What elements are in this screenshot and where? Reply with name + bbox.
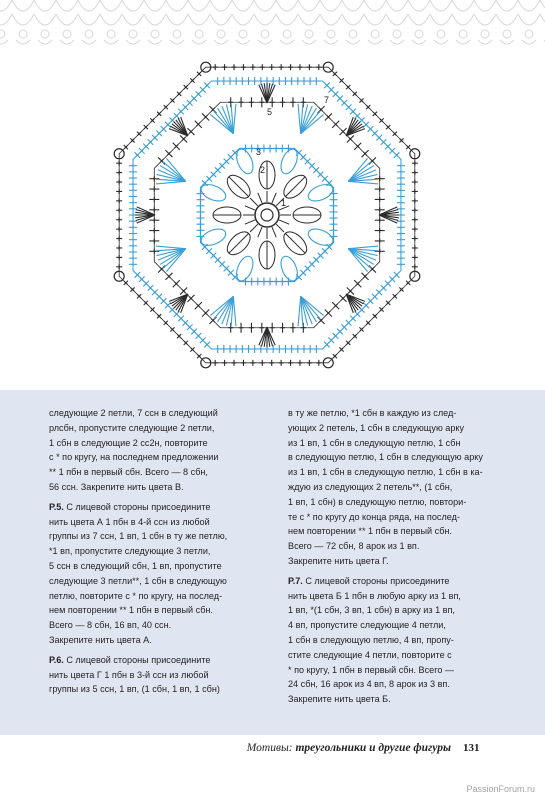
round-6-label: Р.6.	[49, 654, 64, 665]
instructions-panel	[0, 390, 545, 735]
magic-ring	[261, 209, 273, 221]
round-label-7: 7	[324, 95, 330, 105]
paragraph-round7: Р.7. С лицевой стороны присоедините нить цвета Б 1 пбн в любую арку из 1 вп, 1 вп, *(1 сбн, 3 вп, 1 сбн) в арку из 1 вп, 4 вп, пропустите следующие 4 петли, 1 сбн в следующую петлю, 4 вп, пропу- стите следующие 4 петли, повторите с * по кругу, 1 пбн в первый сбн. Всего — 24 сбн, 16 арок из 4 вп, 8 арок из 3 вп. Закрепите нить цвета Б.	[288, 575, 461, 705]
round-5-outline	[154, 102, 379, 327]
round-5-fans	[135, 83, 399, 347]
round-label-3: 3	[256, 147, 262, 157]
round-6-stitches	[129, 77, 405, 353]
crochet-chart-diagram	[95, 55, 450, 380]
paragraph-round5: Р.5. С лицевой стороны присоедините нить цвета А 1 пбн в 4-й ссн из любой группы из 7 ссн, 1 вп, 1 сбн в ту же петлю, *1 вп, пропустите следующие 3 петли, 5 ссн в следующий сбн, 1 вп, пропустите следующие 3 петли**, 1 сбн в следующую петлю, повторите с * по кругу, на послед- нем повторении ** 1 пбн в первый сбн. Всего — 8 сбн, 16 вп, 40 ссн. Закрепите нить цвета А.	[49, 501, 228, 645]
round-7-label: Р.7.	[288, 575, 303, 586]
page-number: 131	[463, 742, 480, 754]
watermark-text: PassionForum.ru	[466, 784, 535, 794]
paragraph-round4-end: следующие 2 петли, 7 ссн в следующий рлсбн, пропустите следующие 2 петли, 1 сбн в следующие 2 сс2н, повторите с * по кругу, на последнем предложении ** 1 пбн в первый сбн. Всего — 8 сбн, 56 ссн. Закрепите нить цвета В.	[49, 408, 219, 492]
page-footer	[0, 742, 545, 762]
round-label-5: 5	[267, 107, 273, 117]
round-label-1: 1	[281, 198, 287, 208]
round-2-petals	[213, 161, 321, 269]
right-column	[288, 406, 500, 712]
center-ring	[255, 203, 279, 227]
round-label-2: 2	[260, 165, 266, 175]
lace-border-decoration	[0, 0, 545, 48]
paragraph-round6: Р.6. С лицевой стороны присоедините нить цвета Г 1 пбн в 3-й ссн из любой группы из 5 ссн, 1 вп, (1 сбн, 1 вп, 1 сбн)	[49, 654, 220, 695]
round-4-fans	[156, 104, 378, 326]
lace-pattern	[0, 0, 545, 44]
left-column	[49, 406, 259, 702]
paragraph-round6-cont: в ту же петлю, *1 сбн в каждую из след- ующих 2 петель, 1 сбн в следующую арку из 1 вп, 1 сбн в следующую петлю, 1 сбн в следующую петлю, 1 сбн в следующую арку из 1 вп, 1 сбн в следующую петлю, 1 сбн в ка- ждую из следующих 2 петель**, (1 сбн, 1 вп, 1 сбн) в следующую петлю, повтори- те с * по кругу до конца ряда, на послед- нем повторении ** 1 пбн в первый сбн. Всего — 72 сбн, 8 арок из 1 вп. Закрепите нить цвета Г.	[288, 408, 483, 566]
round-5-label: Р.5.	[49, 501, 64, 512]
running-footer-title: Мотивы: треугольники и другие фигуры	[246, 742, 451, 754]
